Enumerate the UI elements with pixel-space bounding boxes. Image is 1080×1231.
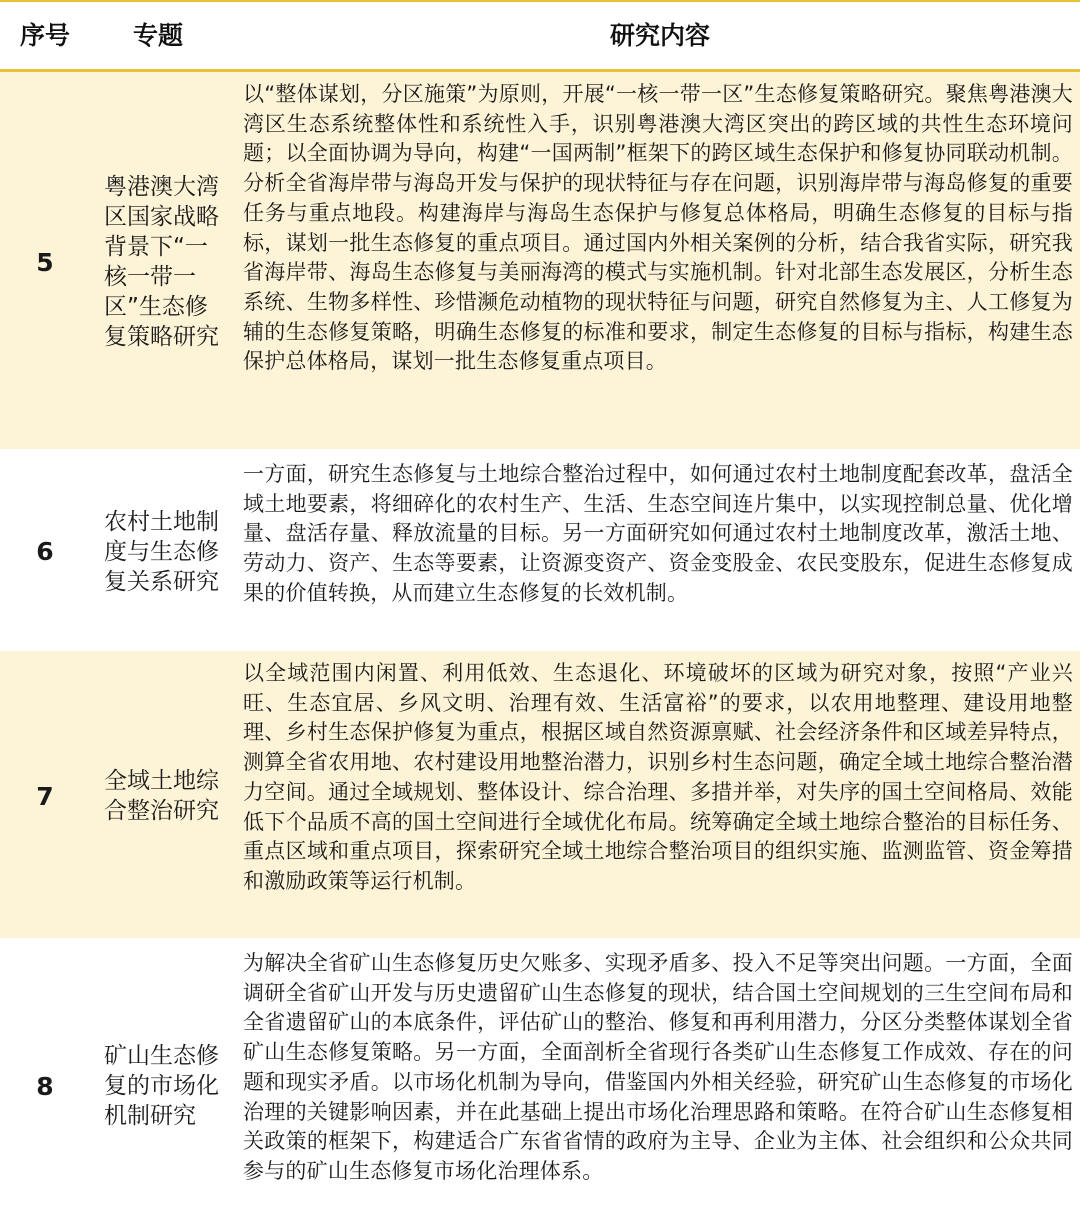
row-content: 以全域范围内闲置、利用低效、生态退化、环境破坏的区域为研究对象，按照“产业兴旺、生态宜居、乡风文明、治理有效、生活富裕”的要求，以农用地整理、建设用地整理、乡村生态保护修复为重点，根据区域自然资源禀赋、社会经济条件和区域差异特点，测算全省农用地、农村建设用地整治潜力，识别乡村生态问题，确定全域土地综合整治潜力空间。通过全域规划、整体设计、综合治理、多措并举，对失序的国土空间格局、效能低下个品质不高的国土空间进行全域优化布局。统筹确定全域土地综合整治的目标任务、重点区域和重点项目，探索研究全域土地综合整治项目的组织实施、监测监管、资金筹措和激励政策等运行机制。 [243, 661, 1073, 893]
row-topic: 全域土地综合整治研究 [104, 768, 219, 824]
header-topic: 专题 [132, 21, 183, 50]
table-header [0, 0, 1080, 72]
row-number: 5 [36, 247, 54, 277]
table-row [0, 651, 1080, 941]
header-content: 研究内容 [609, 21, 710, 50]
table-row [0, 941, 1080, 1231]
row-number: 8 [36, 1071, 54, 1101]
row-content: 为解决全省矿山生态修复历史欠账多、实现矛盾多、投入不足等突出问题。一方面，全面调研全省矿山开发与历史遗留矿山生态修复的现状，结合国土空间规划的三生空间布局和全省遗留矿山的本底条件，评估矿山的整治、修复和再利用潜力，分区分类整体谋划全省矿山生态修复策略。另一方面，全面剖析全省现行各类矿山生态修复工作成效、存在的问题和现实矛盾。以市场化机制为导向，借鉴国内外相关经验，研究矿山生态修复的市场化治理的关键影响因素，并在此基础上提出市场化治理思路和策略。在符合矿山生态修复相关政策的框架下，构建适合广东省省情的政府为主导、企业为主体、社会组织和公众共同参与的矿山生态修复市场化治理体系。 [243, 951, 1073, 1183]
table-row [0, 72, 1080, 452]
header-number: 序号 [19, 21, 70, 50]
table-row [0, 452, 1080, 651]
row-content: 以“整体谋划，分区施策”为原则，开展“一核一带一区”生态修复策略研究。聚焦粤港澳大湾区生态系统整体性和系统性入手，识别粤港澳大湾区突出的跨区域的共性生态环境问题；以全面协调为导向，构建“一国两制”框架下的跨区域生态保护和修复协同联动机制。分析全省海岸带与海岛开发与保护的现状特征与存在问题，识别海岸带与海岛修复的重要任务与重点地段。构建海岸与海岛生态保护与修复总体格局，明确生态修复的目标与指标，谋划一批生态修复的重点项目。通过国内外相关案例的分析，结合我省实际，研究我省海岸带、海岛生态修复与美丽海湾的模式与实施机制。针对北部生态发展区，分析生态系统、生物多样性、珍惜濒危动植物的现状特征与问题，研究自然修复为主、人工修复为辅的生态修复策略，明确生态修复的标准和要求，制定生态修复的目标与指标，构建生态保护总体格局，谋划一批生态修复重点项目。 [243, 82, 1073, 374]
row-number: 6 [36, 537, 54, 566]
row-topic: 粤港澳大湾区国家战略背景下“一核一带一区”生态修复策略研究 [104, 174, 219, 350]
row-topic: 农村土地制度与生态修复关系研究 [104, 508, 219, 595]
row-topic: 矿山生态修复的市场化机制研究 [104, 1043, 219, 1129]
row-number: 7 [36, 781, 54, 811]
row-content: 一方面，研究生态修复与土地综合整治过程中，如何通过农村土地制度配套改革，盘活全域土地要素，将细碎化的农村生产、生活、生态空间连片集中，以实现控制总量、优化增量、盘活存量、释放流量的目标。另一方面研究如何通过农村土地制度改革，激活土地、劳动力、资产、生态等要素，让资源变资产、资金变股金、农民变股东，促进生态修复成果的价值转换，从而建立生态修复的长效机制。 [243, 462, 1073, 605]
